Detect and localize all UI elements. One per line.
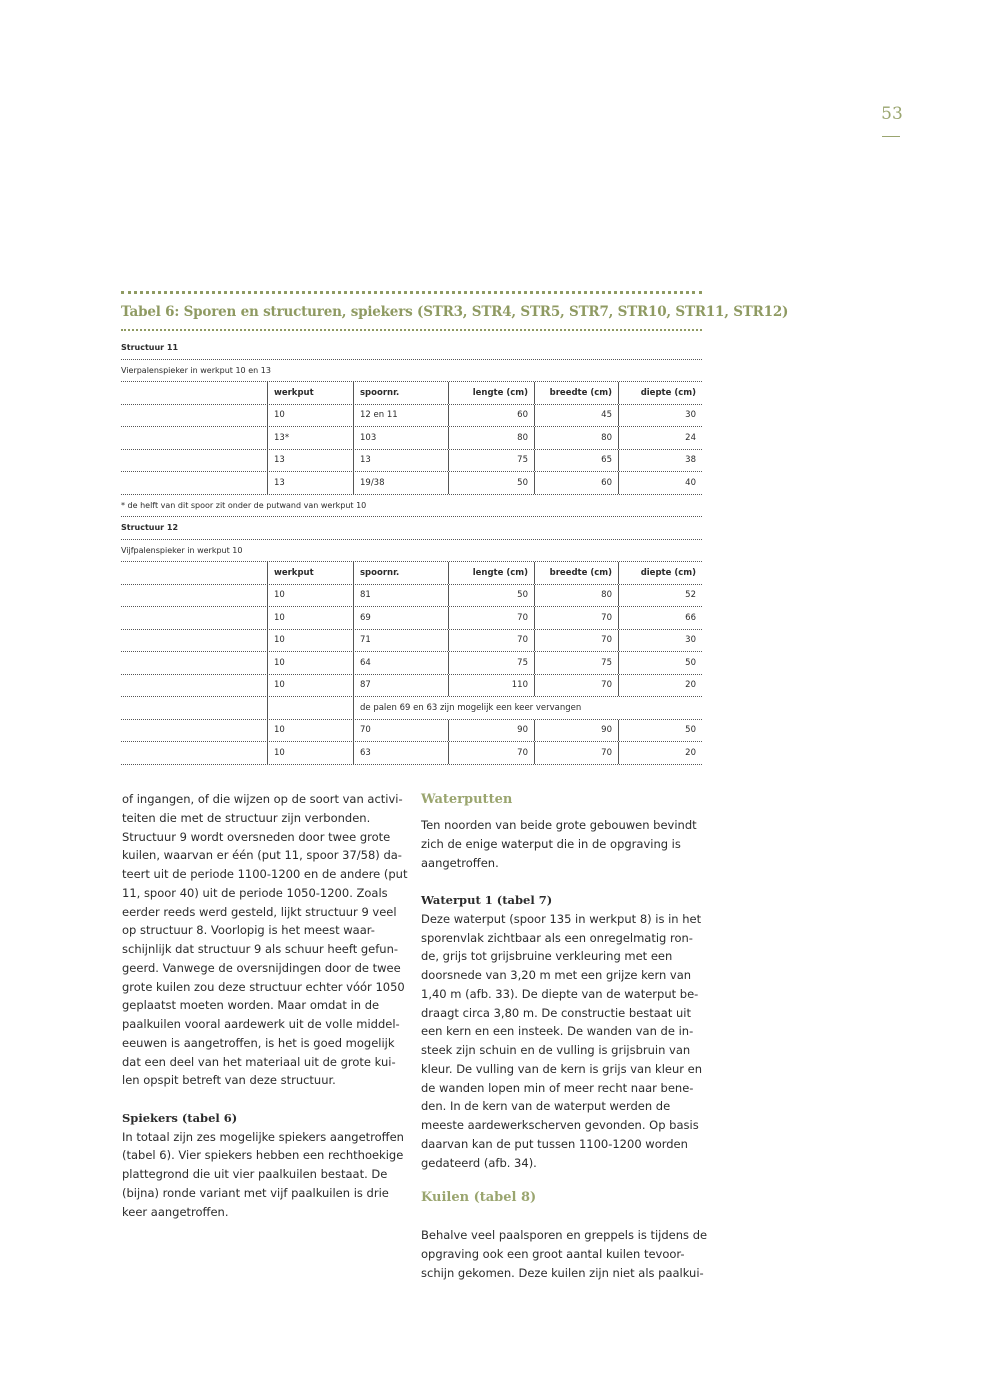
- table-row: [121, 720, 702, 743]
- cell-lengte: 70: [448, 607, 534, 629]
- cell-spoornr: 103: [353, 427, 448, 449]
- cell-spoornr: 64: [353, 652, 448, 674]
- text-line: Structuur 9 wordt oversneden door twee grote: [122, 829, 391, 844]
- text-line: Ten noorden van beide grote gebouwen bevindt: [421, 818, 697, 832]
- cell-diepte: 38: [618, 450, 702, 472]
- cell-spoornr: 70: [353, 720, 448, 742]
- header-werkput: werkput: [267, 382, 353, 404]
- body-paragraph: [122, 1128, 410, 1222]
- text-line: grote kuilen zou deze structuur echter vóór 1050: [122, 979, 405, 994]
- cell-breedte: 75: [534, 652, 618, 674]
- cell-werkput: 10: [267, 742, 353, 764]
- header-werkput: werkput: [267, 562, 353, 584]
- cell-diepte: 50: [618, 652, 702, 674]
- table-row: [121, 585, 702, 608]
- text-line: (bijna) ronde variant met vijf paalkuilen is drie: [122, 1185, 389, 1200]
- cell-werkput: 10: [267, 652, 353, 674]
- cell-breedte: 65: [534, 450, 618, 472]
- text-line: doorsnede van 3,20 m met een grijze kern van: [421, 968, 692, 982]
- text-line: op structuur 8. Voorlopig is het meest waar-: [122, 923, 375, 938]
- cell-breedte: 70: [534, 742, 618, 764]
- cell-spoornr: 81: [353, 585, 448, 607]
- table-row: [121, 607, 702, 630]
- text-line: teert uit de periode 1100-1200 en de andere (put: [122, 867, 408, 881]
- blank-cell: [121, 472, 267, 494]
- cell-diepte: 30: [618, 405, 702, 427]
- blank-cell: [121, 427, 267, 449]
- blank-cell: [121, 630, 267, 652]
- body-paragraph: [421, 1226, 709, 1282]
- blank-cell: [121, 652, 267, 674]
- cell-werkput: 10: [267, 607, 353, 629]
- text-line: geplaatst moeten worden. Maar omdat in de: [122, 998, 380, 1013]
- body-paragraph: [421, 910, 709, 1173]
- kuilen-heading: Kuilen (tabel 8): [421, 1190, 537, 1206]
- cell-spoornr: 71: [353, 630, 448, 652]
- cell-werkput: 10: [267, 675, 353, 697]
- text-line: kuilen, waarvan er één (put 11, spoor 37/58) da-: [122, 848, 402, 863]
- table-row: [121, 742, 702, 765]
- cell-breedte: 80: [534, 427, 618, 449]
- table-row: [121, 405, 702, 428]
- cell-lengte: 50: [448, 472, 534, 494]
- blank-cell: [121, 382, 267, 404]
- cell-werkput: 13*: [267, 427, 353, 449]
- table-row: [121, 630, 702, 653]
- cell-werkput: 13: [267, 472, 353, 494]
- cell-diepte: 24: [618, 427, 702, 449]
- table-note-row: [121, 697, 702, 720]
- waterput1-heading: Waterput 1 (tabel 7): [421, 893, 553, 907]
- cell-spoornr: 87: [353, 675, 448, 697]
- cell-diepte: 20: [618, 675, 702, 697]
- cell-werkput: 10: [267, 405, 353, 427]
- structuur-11-title: Structuur 11: [121, 337, 702, 360]
- text-line: eerder reeds werd gesteld, lijkt structuur 9 veel: [122, 904, 397, 919]
- structuur-11-footnote: * de helft van dit spoor zit onder de putwand van werkput 10: [121, 495, 702, 518]
- text-line: teiten die met de structuur zijn verbonden.: [122, 810, 371, 825]
- cell-diepte: 30: [618, 630, 702, 652]
- cell-breedte: 80: [534, 585, 618, 607]
- blank-cell: [121, 697, 267, 719]
- cell-spoornr: 19/38: [353, 472, 448, 494]
- text-line: schijnlijk dat structuur 9 als schuur heeft gefun-: [122, 942, 399, 956]
- header-breedte: breedte (cm): [534, 382, 618, 404]
- table-top-rule: [121, 291, 702, 294]
- cell-spoornr: 13: [353, 450, 448, 472]
- body-paragraph: [122, 790, 410, 1090]
- text-line: geerd. Vanwege de oversnijdingen door de twee: [122, 960, 401, 975]
- text-line: of ingangen, of die wijzen op de soort van activi-: [122, 792, 403, 806]
- cell-diepte: 20: [618, 742, 702, 764]
- cell-werkput: 10: [267, 630, 353, 652]
- header-lengte: lengte (cm): [448, 382, 534, 404]
- text-line: (tabel 6). Vier spiekers hebben een rechthoekige: [122, 1148, 404, 1163]
- text-line: Behalve veel paalsporen en greppels is tijdens de: [421, 1228, 708, 1243]
- text-line: draagt circa 3,80 m. De constructie bestaat uit: [421, 1005, 692, 1020]
- text-line: Deze waterput (spoor 135 in werkput 8) is in het: [421, 911, 702, 926]
- text-line: de, grijs tot grijsbruine verkleuring met een: [421, 949, 673, 964]
- text-line: gedateerd (afb. 34).: [421, 1155, 537, 1170]
- header-diepte: diepte (cm): [618, 382, 702, 404]
- blank-cell: [121, 450, 267, 472]
- header-breedte: breedte (cm): [534, 562, 618, 584]
- text-line: plattegrond die uit vier paalkuilen bestaat. De: [122, 1167, 388, 1181]
- text-line: sporenvlak zichtbaar als een onregelmatig ron-: [421, 930, 693, 945]
- cell-lengte: 70: [448, 630, 534, 652]
- text-line: schijn gekomen. Deze kuilen zijn niet als paalkui-: [421, 1265, 704, 1280]
- cell-lengte: 110: [448, 675, 534, 697]
- left-text-column: [122, 790, 410, 1221]
- cell-breedte: 70: [534, 607, 618, 629]
- text-line: keer aangetroffen.: [122, 1204, 229, 1219]
- cell-breedte: 70: [534, 675, 618, 697]
- header-spoornr: spoornr.: [353, 382, 448, 404]
- cell-lengte: 90: [448, 720, 534, 742]
- blank-cell: [121, 742, 267, 764]
- header-diepte: diepte (cm): [618, 562, 702, 584]
- blank-cell: [121, 720, 267, 742]
- text-line: 1,40 m (afb. 33). De diepte van de waterput be-: [421, 986, 699, 1001]
- cell-diepte: 66: [618, 607, 702, 629]
- table-row: [121, 427, 702, 450]
- cell-breedte: 90: [534, 720, 618, 742]
- text-line: een kern en een insteek. De wanden van de in-: [421, 1024, 694, 1039]
- page-number-rule: [882, 136, 900, 137]
- text-line: dat een deel van het materiaal uit de grote kui-: [122, 1054, 396, 1069]
- cell-lengte: 75: [448, 652, 534, 674]
- blank-cell: [121, 405, 267, 427]
- cell-spoornr: 69: [353, 607, 448, 629]
- table-row: [121, 652, 702, 675]
- header-spoornr: spoornr.: [353, 562, 448, 584]
- cell-lengte: 60: [448, 405, 534, 427]
- cell-werkput: 10: [267, 585, 353, 607]
- table-row: [121, 472, 702, 495]
- table-row: [121, 675, 702, 698]
- cell-diepte: 52: [618, 585, 702, 607]
- cell-breedte: 45: [534, 405, 618, 427]
- table-title-rule: [121, 329, 702, 331]
- cell-lengte: 80: [448, 427, 534, 449]
- body-paragraph: [421, 816, 709, 872]
- table-header-row: [121, 562, 702, 585]
- text-line: kleur. De vulling van de kern is grijs van kleur en: [421, 1061, 703, 1076]
- cell-breedte: 60: [534, 472, 618, 494]
- blank-cell: [121, 562, 267, 584]
- cell-spoornr: 12 en 11: [353, 405, 448, 427]
- cell-diepte: 40: [618, 472, 702, 494]
- text-line: de wanden lopen min of meer recht naar bene-: [421, 1080, 694, 1095]
- cell-diepte: 50: [618, 720, 702, 742]
- cell-breedte: 70: [534, 630, 618, 652]
- blank-cell: [267, 697, 353, 719]
- text-line: meeste aardewerkscherven gevonden. Op basis: [421, 1118, 699, 1132]
- table-title: Tabel 6: Sporen en structuren, spiekers (STR3, STR4, STR5, STR7, STR10, STR11, STR12): [121, 304, 789, 320]
- text-line: steek zijn schuin en de vulling is grijsbruin van: [421, 1043, 691, 1057]
- cell-lengte: 75: [448, 450, 534, 472]
- text-line: eeuwen is aangetroffen, is het is goed mogelijk: [122, 1035, 395, 1050]
- spiekers-table: [121, 291, 789, 765]
- blank-cell: [121, 585, 267, 607]
- table-note: de palen 69 en 63 zijn mogelijk een keer vervangen: [353, 697, 702, 719]
- right-text-column: [421, 790, 709, 1283]
- text-line: zich de enige waterput die in de opgraving is: [421, 836, 681, 851]
- text-line: daarvan kan de put tussen 1100-1200 worden: [421, 1136, 688, 1151]
- cell-werkput: 13: [267, 450, 353, 472]
- text-line: In totaal zijn zes mogelijke spiekers aangetroffen: [122, 1129, 404, 1144]
- waterputten-heading: Waterputten: [421, 792, 513, 807]
- text-line: paalkuilen vooral aardewerk uit de volle middel-: [122, 1017, 400, 1031]
- structuur-12-title: Structuur 12: [121, 517, 702, 540]
- blank-cell: [121, 607, 267, 629]
- cell-werkput: 10: [267, 720, 353, 742]
- cell-lengte: 70: [448, 742, 534, 764]
- header-lengte: lengte (cm): [448, 562, 534, 584]
- text-line: den. In de kern van de waterput werden de: [421, 1099, 671, 1114]
- table-row: [121, 450, 702, 473]
- cell-lengte: 50: [448, 585, 534, 607]
- text-line: opgraving ook een groot aantal kuilen tevoor-: [421, 1247, 685, 1261]
- text-line: 11, spoor 40) uit de periode 1050-1200. Zoals: [122, 885, 388, 900]
- text-line: len opspit betreft van deze structuur.: [122, 1073, 336, 1088]
- page-number: 53: [881, 104, 903, 124]
- table-header-row: [121, 382, 702, 405]
- structuur-11-subtitle: Vierpalenspieker in werkput 10 en 13: [121, 360, 702, 383]
- structuur-12-subtitle: Vijfpalenspieker in werkput 10: [121, 540, 702, 563]
- cell-spoornr: 63: [353, 742, 448, 764]
- spiekers-heading: Spiekers (tabel 6): [122, 1110, 238, 1125]
- blank-cell: [121, 675, 267, 697]
- text-line: aangetroffen.: [421, 855, 499, 870]
